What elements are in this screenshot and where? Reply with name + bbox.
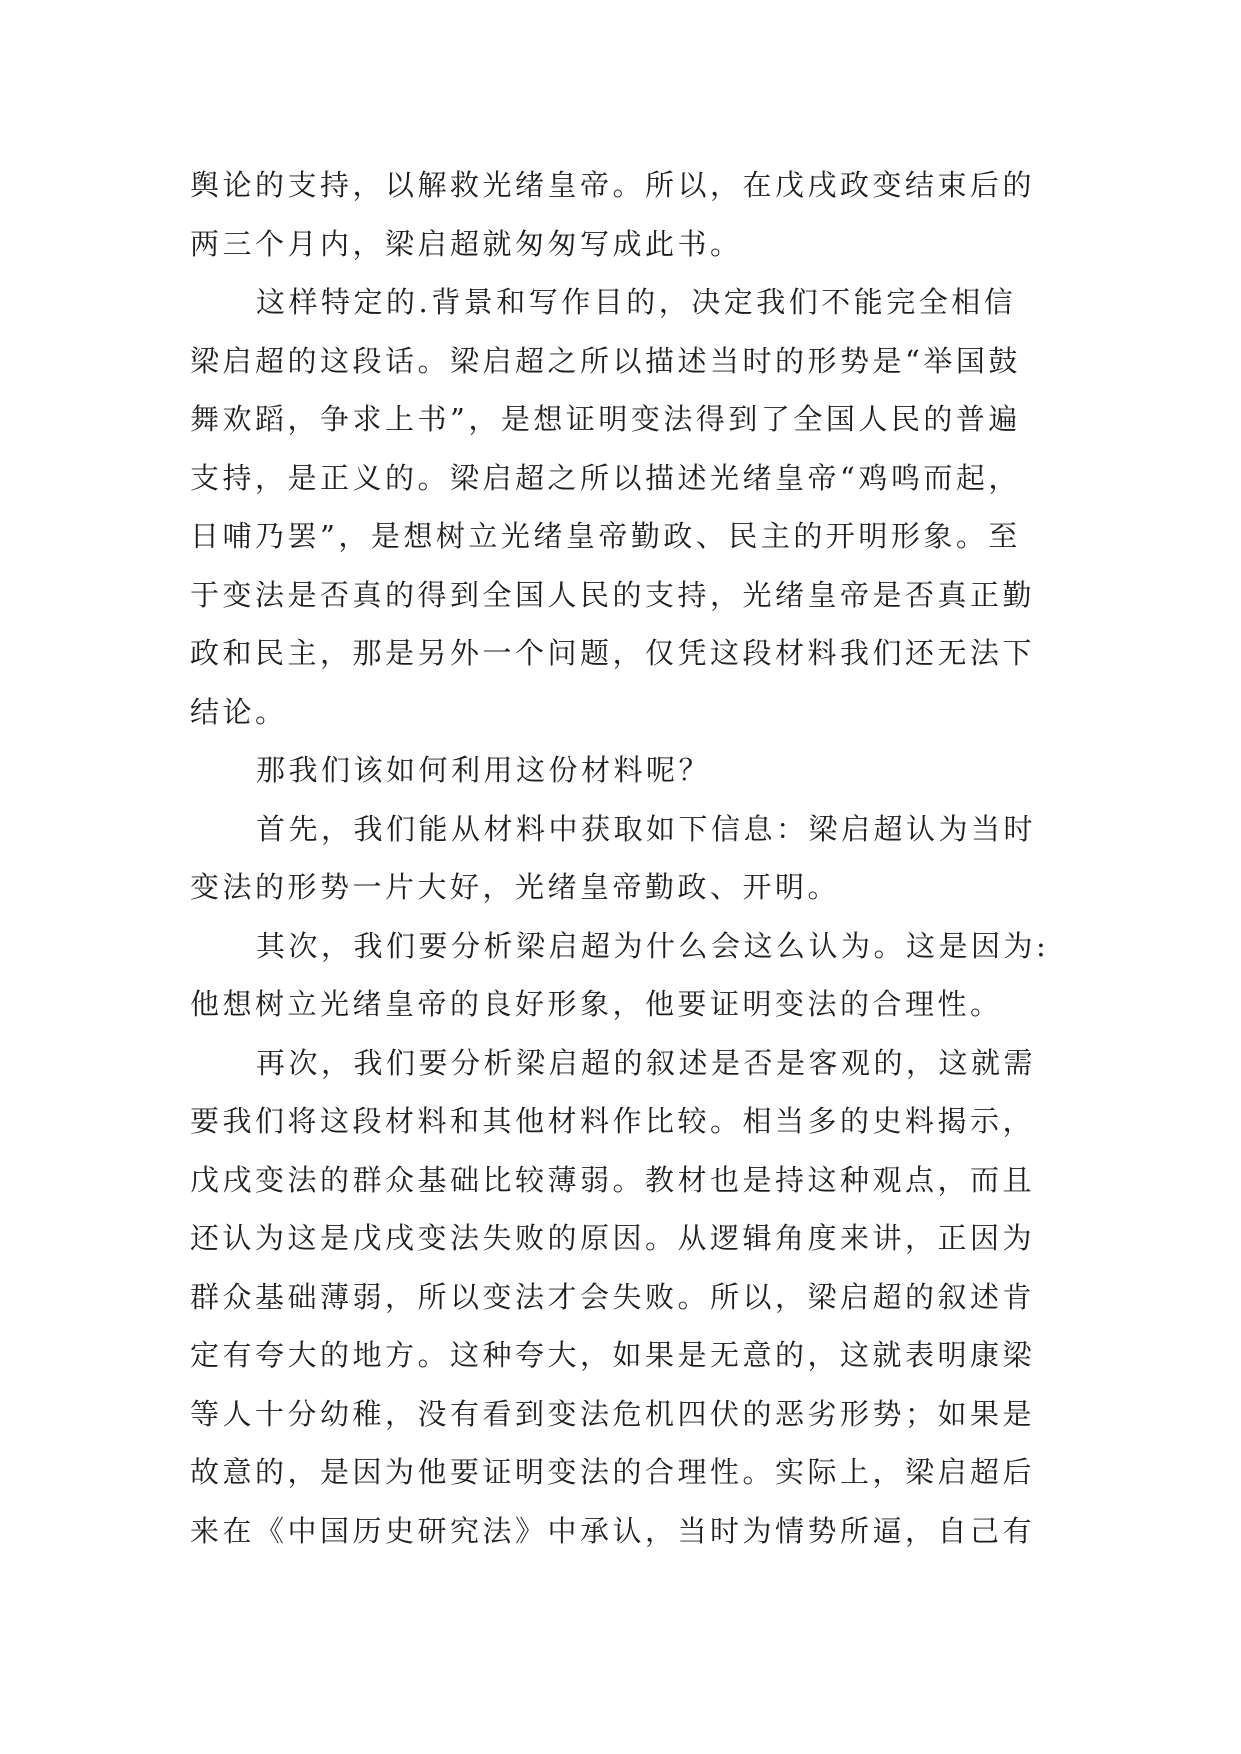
text-line: 群众基础薄弱，所以变法才会失败。所以，梁启超的叙述肯 [190,1279,1036,1314]
text-line: 来在《中国历史研究法》中承认，当时为情势所逼，自己有 [190,1513,1036,1548]
text-line: 这样特定的.背景和写作目的，决定我们不能完全相信 [256,285,1017,319]
text-line: 政和民主，那是另外一个问题，仅凭这段材料我们还无法下 [190,636,1036,670]
text-line: 支持，是正义的。梁启超之所以描述光绪皇帝“鸡鸣而起， [190,460,1021,495]
body-text [190,156,1050,1560]
text-line: 梁启超的这段话。梁启超之所以描述当时的形势是“举国鼓 [190,343,1021,378]
text-line: 要我们将这段材料和其他材料作比较。相当多的史料揭示， [190,1104,1036,1138]
text-line: 首先，我们能从材料中获取如下信息：梁启超认为当时 [256,811,1037,846]
text-line: 再次，我们要分析梁启超的叙述是否是客观的，这就需 [256,1045,1037,1080]
text-line: 还认为这是戊戌变法失败的原因。从逻辑角度来讲，正因为 [190,1221,1036,1255]
text-line: 结论。 [190,694,288,729]
text-line: 故意的，是因为他要证明变法的合理性。实际上，梁启超后 [190,1455,1036,1489]
text-line: 那我们该如何利用这份材料呢？ [256,753,712,787]
text-line: 戊戌变法的群众基础比较薄弱。教材也是持这种观点，而且 [190,1162,1036,1197]
text-line: 两三个月内，梁启超就匆匆写成此书。 [190,226,743,261]
text-line: 他想树立光绪皇帝的良好形象，他要证明变法的合理性。 [190,987,1003,1021]
text-line: 舆论的支持，以解救光绪皇帝。所以，在戊戌政变结束后的 [190,168,1036,202]
text-line: 舞欢蹈，争求上书”，是想证明变法得到了全国人民的普遍 [190,402,1021,436]
text-line: 日哺乃罢”，是想树立光绪皇帝勤政、民主的开明形象。至 [190,519,1021,553]
text-line: 等人十分幼稚，没有看到变法危机四伏的恶劣形势；如果是 [190,1396,1036,1431]
text-line: 其次，我们要分析梁启超为什么会这么认为。这是因为: [256,928,1050,963]
text-line: 于变法是否真的得到全国人民的支持，光绪皇帝是否真正勤 [190,577,1036,612]
text-line: 定有夸大的地方。这种夸大，如果是无意的，这就表明康梁 [190,1338,1036,1372]
text-line: 变法的形势一片大好，光绪皇帝勤政、开明。 [190,870,841,904]
